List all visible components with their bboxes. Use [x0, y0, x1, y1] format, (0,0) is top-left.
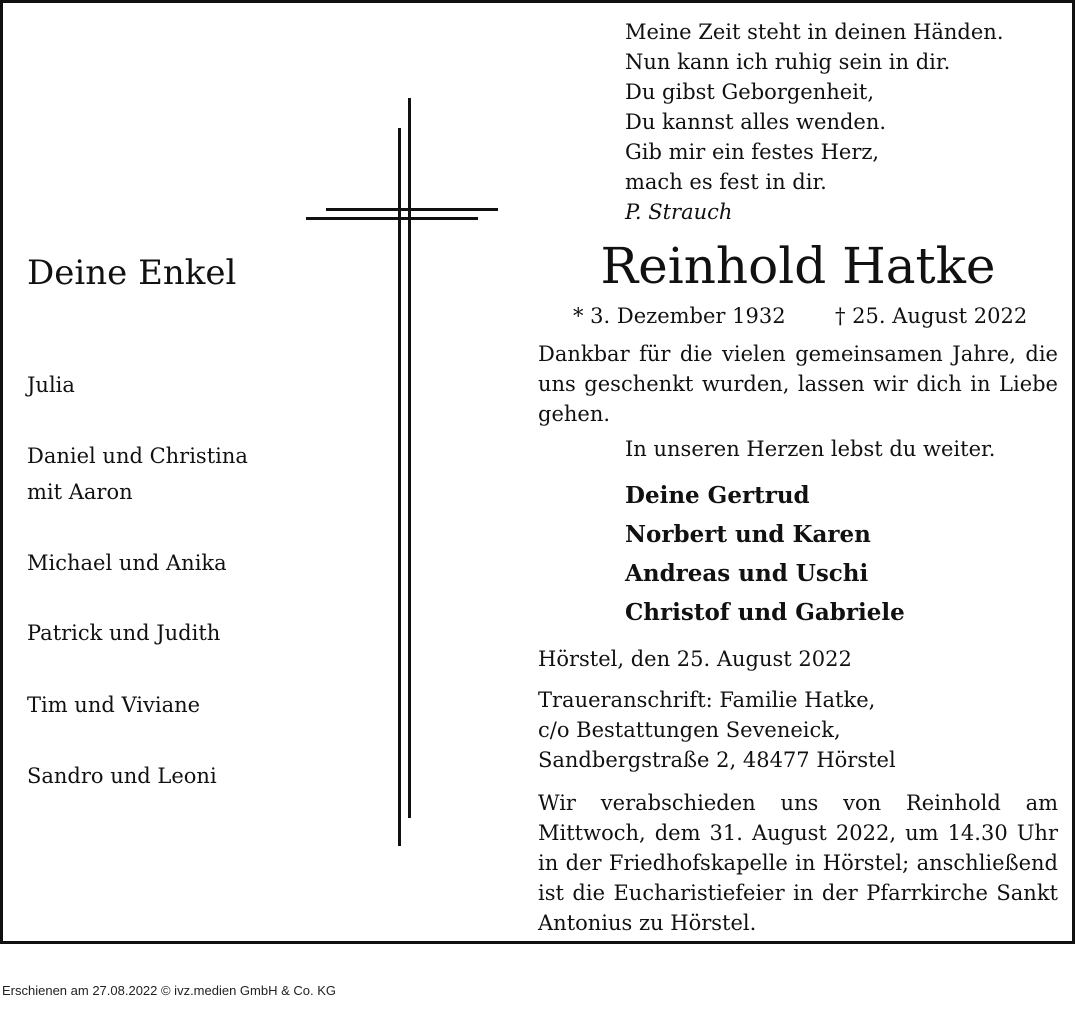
address-line: c/o Bestattungen Seveneick, — [538, 718, 841, 742]
grandchild-name: Daniel und Christina — [27, 444, 248, 468]
farewell-text: Wir verabschieden uns von Reinhold am Mittwoch, dem 31. August 2022, um 14.30 Uhr in der Friedhofskapelle in Hörstel; anschließend ist die Eucharistiefeier in der Pfarrkirche Sankt Antonius zu Hörstel. — [538, 791, 1058, 935]
family-member: Norbert und Karen — [625, 521, 871, 548]
poem-line: mach es fest in dir. — [625, 170, 827, 194]
heart-line: In unseren Herzen lebst du weiter. — [625, 437, 996, 461]
grandchild-name: Patrick und Judith — [27, 621, 221, 645]
grandchild-name: Julia — [27, 373, 75, 397]
family-member: Andreas und Uschi — [625, 560, 869, 587]
grandchild-name: Sandro und Leoni — [27, 764, 217, 788]
poem-line: Du kannst alles wenden. — [625, 110, 887, 134]
poem-line: Du gibst Geborgenheit, — [625, 80, 875, 104]
deceased-name: Reinhold Hatke — [600, 237, 996, 295]
family-member: Deine Gertrud — [625, 482, 810, 509]
birth-date: * 3. Dezember 1932 — [573, 304, 786, 328]
poem-line: Gib mir ein festes Herz, — [625, 140, 880, 164]
gratitude-text: Dankbar für die vielen gemeinsamen Jahre, die uns geschenkt wurden, lassen wir dich in Liebe gehen. — [538, 342, 1058, 426]
address-line: Sandbergstraße 2, 48477 Hörstel — [538, 748, 896, 772]
grandchild-name: Michael und Anika — [27, 551, 227, 575]
poem — [625, 17, 1065, 227]
poem-line: Nun kann ich ruhig sein in dir. — [625, 50, 951, 74]
address-line: Traueranschrift: Familie Hatke, — [538, 688, 876, 712]
family-member: Christof und Gabriele — [625, 599, 905, 626]
poem-line: Meine Zeit steht in deinen Händen. — [625, 20, 1004, 44]
publication-footer: Erschienen am 27.08.2022 © ivz.medien GmbH & Co. KG — [2, 983, 337, 998]
grandchild-name: mit Aaron — [27, 480, 133, 504]
grandchild-name: Tim und Viviane — [27, 693, 201, 717]
poem-author: P. Strauch — [625, 200, 733, 224]
mourning-address — [538, 685, 896, 775]
cross-icon — [303, 98, 503, 848]
death-date: † 25. August 2022 — [835, 304, 1028, 328]
place-date: Hörstel, den 25. August 2022 — [538, 647, 852, 671]
grandchildren-heading: Deine Enkel — [27, 253, 237, 293]
